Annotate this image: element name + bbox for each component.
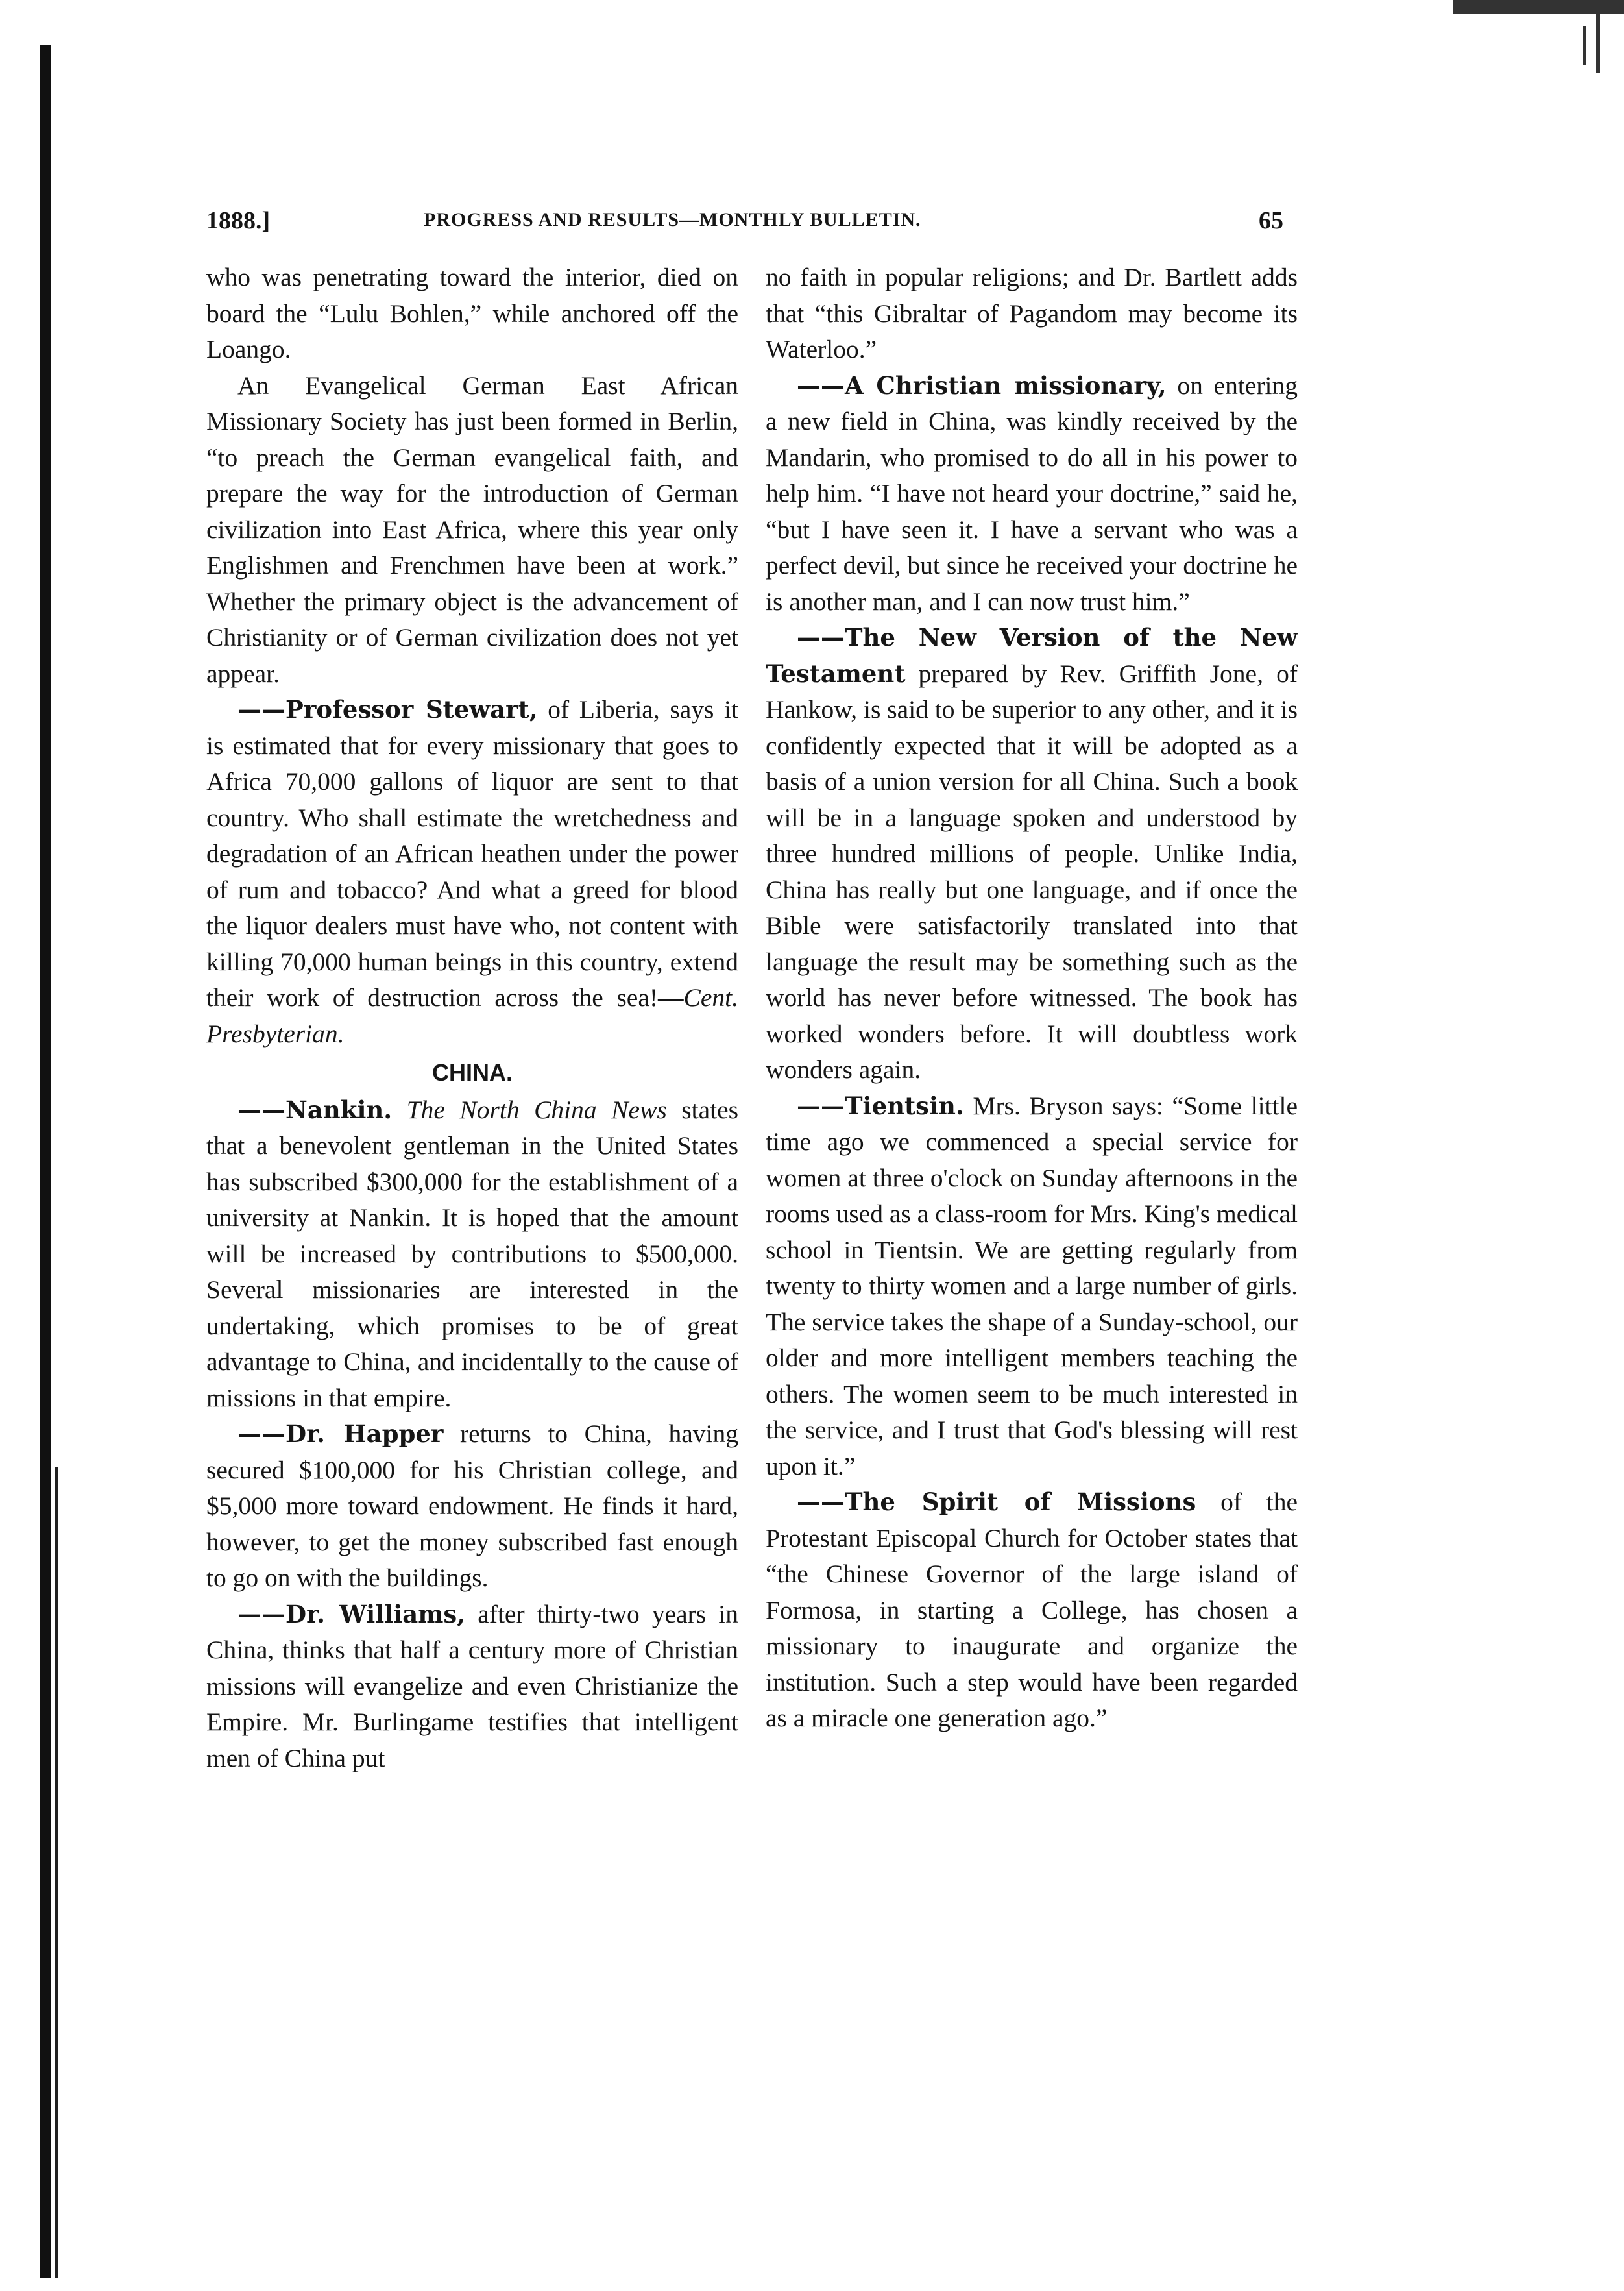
heading-tientsin: ——Tientsin. <box>797 1091 964 1120</box>
text-spirit-of-missions: of the Protestant Episcopal Church for October states that “the Chinese Governor of the large island of Formosa, in starting a College, has chosen a missionary to inaugurate and organize the institution. Such a step would have been regarded as a miracle one generation ago.” <box>766 1488 1298 1732</box>
paragraph-professor-stewart <box>206 692 738 1052</box>
paragraph-german-society: An Evangelical German East African Missionary Society has just been formed in Berlin, “to preach the German evangelical faith, and prepare the way for the introduction of German civilization into East Africa, where this year only Englishmen and Frenchmen have been at work.” Whether the primary object is the advancement of Christianity or of German civilization does not yet appear. <box>206 371 738 688</box>
binding-edge-shadow <box>40 45 51 2278</box>
page-number: 65 <box>1259 207 1283 234</box>
paragraph-nankin <box>206 1092 738 1417</box>
text-dr-williams: after thirty-two years in China, thinks that half a century more of Christian missions will evangelize and even Christianize the Empire. Mr. Burlingame testifies that intelligent men of China put <box>206 1599 738 1772</box>
right-column <box>766 260 1298 1737</box>
text-nankin: states that a benevolent gentleman in the United States has subscribed $300,000 for the establishment of a university at Nankin. It is hoped that the amount will be increased by contributions to $500,000. Several missionaries are interested in the undertaking, which promises to be of great advantage to China, and incidentally to the cause of missions in that empire. <box>206 1095 738 1412</box>
text-christian-missionary: on entering a new field in China, was kindly received by the Mandarin, who promised to do all in his power to help him. “I have not heard your doctrine,” said he, “but I have seen it. I have a servant who was a perfect devil, but since he received your doctrine he is another man, and I can now trust him.” <box>766 371 1298 616</box>
scan-edge-mark <box>1583 26 1586 65</box>
heading-professor-stewart: ——Professor Stewart, <box>237 695 538 724</box>
text-professor-stewart: of Liberia, says it is estimated that for every missionary that goes to Africa 70,000 gallons of liquor are sent to that country. Who shall estimate the wretchedness and degradation of an African heathen under the power of rum and tobacco? And what a greed for blood the liquor dealers must have who, not content with killing 70,000 human beings in this country, extend their work of destruction across the sea!— <box>206 695 738 1012</box>
citation-presbyterian: Cent. Presbyterian. <box>206 983 738 1048</box>
paragraph-dr-happer <box>206 1416 738 1597</box>
header-running-title: PROGRESS AND RESULTS—MONTHLY BULLETIN. <box>424 209 921 230</box>
section-heading-china: CHINA. <box>432 1059 513 1086</box>
paragraph-christian-missionary <box>766 368 1298 620</box>
paragraph-spirit-of-missions <box>766 1484 1298 1737</box>
text-new-version: prepared by Rev. Griffith Jone, of Hankow, is said to be superior to any other, and it is confidently expected that it will be adopted as a basis of a union version for all China. Such a book will be in a language spoken and understood by three hundred millions of people. Unlike India, China has really but one language, and if once the Bible were satisfactorily translated into that language the result may be something such as the world has never before witnessed. The book has worked wonders before. It will doubtless work wonders again. <box>766 659 1298 1084</box>
text-tientsin: Mrs. Bryson says: “Some little time ago we commenced a special service for women at three o'clock on Sunday afternoons in the rooms used as a class-room for Mrs. King's medical school in Tientsin. We are getting regularly from twenty to thirty women and a large number of girls. The service takes the shape of a Sunday-school, our older and more intelligent members teaching the others. The women seem to be much interested in the service, and I trust that God's blessing will rest upon it.” <box>766 1091 1298 1480</box>
paragraph-gibraltar: no faith in popular religions; and Dr. Bartlett adds that “this Gibraltar of Pagandom may become its Waterloo.” <box>766 263 1298 363</box>
paragraph-new-version <box>766 620 1298 1088</box>
paragraph-tientsin <box>766 1088 1298 1485</box>
scan-edge-mark <box>1453 0 1624 14</box>
binding-edge-shadow-lower <box>55 1467 58 2278</box>
paragraph-loango: who was penetrating toward the interior, died on board the “Lulu Bohlen,” while anchored off the Loango. <box>206 263 738 363</box>
heading-dr-williams: ——Dr. Williams, <box>237 1599 466 1628</box>
heading-spirit-of-missions: ——The Spirit of Missions <box>797 1488 1196 1516</box>
scan-edge-mark <box>1596 14 1600 73</box>
heading-nankin: ——Nankin. <box>237 1095 393 1124</box>
heading-dr-happer: ——Dr. Happer <box>237 1419 444 1448</box>
running-header <box>206 206 1283 245</box>
header-year: 1888.] <box>206 207 271 234</box>
left-column <box>206 260 738 1776</box>
text-dr-happer: returns to China, having secured $100,000 for his Christian college, and $5,000 more toward endowment. He finds it hard, however, to get the money subscribed fast enough to go on with the buildings. <box>206 1419 739 1592</box>
heading-christian-missionary: ——A Christian missionary, <box>797 371 1167 400</box>
publication-name: The North China News <box>392 1095 667 1124</box>
paragraph-dr-williams <box>206 1597 738 1777</box>
heading-new-version: ——The New Version of the New Testament <box>766 623 1298 688</box>
